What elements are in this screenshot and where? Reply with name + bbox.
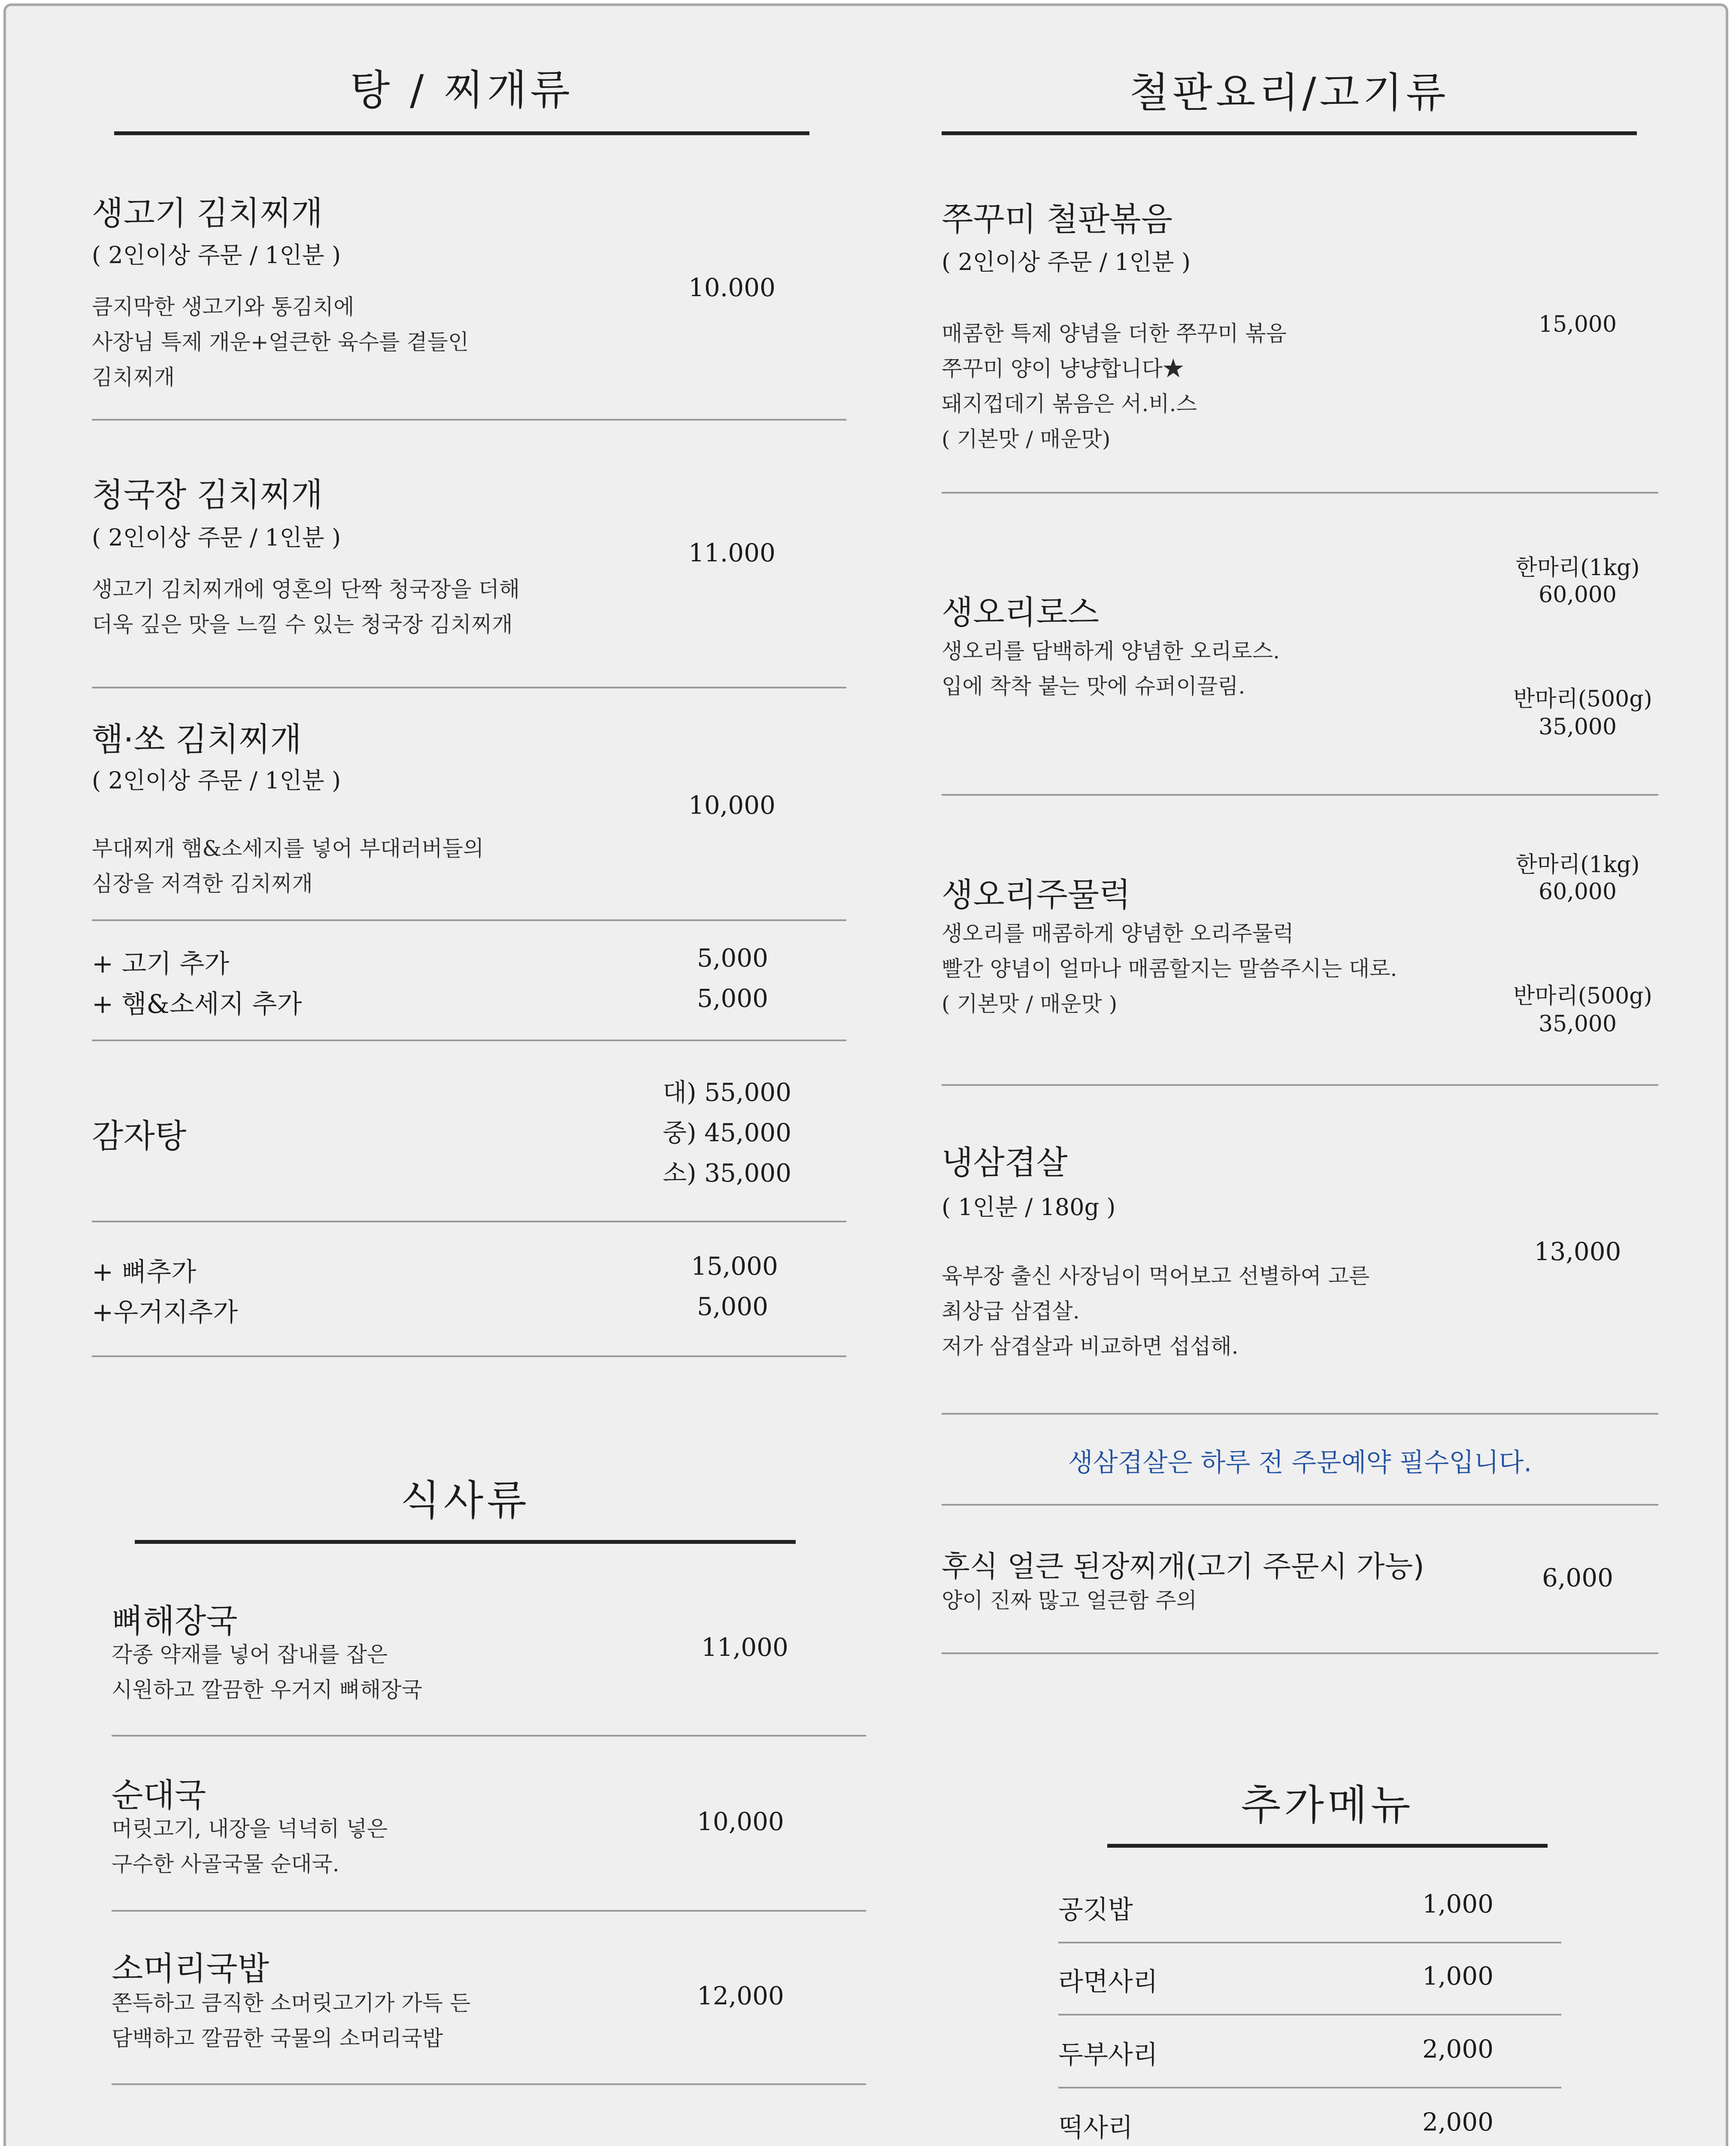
- menu-item-name: 청국장 김치찌개: [92, 476, 323, 514]
- section-underline: [1107, 1844, 1548, 1848]
- size-price: 35,000: [1539, 714, 1617, 740]
- menu-item-price: 10,000: [697, 1807, 784, 1836]
- menu-item-name: 생오리로스: [942, 593, 1100, 631]
- addon-label: +우거지추가: [92, 1297, 238, 1328]
- menu-item-sub: ( 2인이상 주문 / 1인분 ): [942, 249, 1191, 276]
- addon-price: 5,000: [697, 943, 769, 973]
- divider: [92, 419, 846, 421]
- menu-item-price: 15,000: [1539, 312, 1617, 337]
- menu-item-name: 생고기 김치찌개: [92, 194, 323, 232]
- divider: [112, 1735, 866, 1737]
- reservation-notice: 생삼겹살은 하루 전 주문예약 필수입니다.: [1068, 1448, 1532, 1478]
- divider: [942, 1084, 1658, 1086]
- menu-item-sub: ( 2인이상 주문 / 1인분 ): [92, 767, 341, 794]
- divider: [942, 1413, 1658, 1415]
- menu-item-desc: 각종 약재를 넣어 잡내를 잡은 시원하고 깔끔한 우거지 뼈해장국: [112, 1642, 422, 1702]
- divider: [92, 1040, 846, 1041]
- menu-item-desc: 쫀득하고 큼직한 소머릿고기가 가득 든 담백하고 깔끔한 국물의 소머리국밥: [112, 1991, 471, 2051]
- menu-item-price: 6,000: [1542, 1563, 1614, 1592]
- section-underline: [114, 131, 809, 135]
- extra-item-label: 두부사리: [1058, 2040, 1158, 2070]
- menu-item-sub: ( 2인이상 주문 / 1인분 ): [92, 242, 341, 269]
- gamjatang-size-large: 대) 55,000: [663, 1078, 792, 1107]
- size-label: 한마리(1kg): [1515, 852, 1640, 878]
- addon-price: 5,000: [697, 1292, 769, 1321]
- addon-price: 15,000: [691, 1252, 778, 1281]
- size-label: 반마리(500g): [1513, 686, 1652, 712]
- extra-item-label: 공깃밥: [1058, 1895, 1133, 1925]
- menu-item-name: 생오리주물럭: [942, 876, 1131, 914]
- menu-item-price: 11.000: [688, 538, 776, 567]
- section-underline: [135, 1540, 796, 1544]
- gamjatang-size-small: 소) 35,000: [663, 1158, 792, 1188]
- divider: [942, 794, 1658, 796]
- addon-label: + 뼈추가: [92, 1257, 197, 1287]
- menu-item-desc: 육부장 출신 사장님이 먹어보고 선별하여 고른 최상급 삼겹살. 저가 삼겹살과 비교하면 섭섭해.: [942, 1264, 1370, 1359]
- divider: [942, 1652, 1658, 1654]
- divider: [1058, 1942, 1561, 1943]
- menu-item-desc: 생오리를 담백하게 양념한 오리로스. 입에 착착 붙는 맛에 슈퍼이끌림.: [942, 639, 1280, 699]
- menu-item-price: 13,000: [1534, 1237, 1621, 1266]
- divider: [92, 687, 846, 688]
- menu-item-name: 순대국: [112, 1776, 206, 1814]
- menu-item-name: 후식 얼큰 된장찌개(고기 주문시 가능): [942, 1550, 1424, 1584]
- extra-item-price: 1,000: [1422, 1961, 1494, 1991]
- menu-item-desc: 생오리를 매콤하게 양념한 오리주물럭 빨간 양념이 얼마나 매콤할지는 말씀주시는 대로. ( 기본맛 / 매운맛 ): [942, 921, 1397, 1016]
- menu-item-desc: 매콤한 특제 양념을 더한 쭈꾸미 볶음 쭈꾸미 양이 냥냥합니다★ 돼지껍데기 볶음은 서.비.스 ( 기본맛 / 매운맛): [942, 321, 1287, 452]
- divider: [92, 919, 846, 921]
- extra-item-price: 2,000: [1422, 2107, 1494, 2137]
- menu-item-price: 10.000: [688, 273, 776, 302]
- extra-item-label: 떡사리: [1058, 2113, 1133, 2143]
- menu-item-price: 12,000: [697, 1981, 784, 2010]
- extra-item-price: 2,000: [1422, 2034, 1494, 2064]
- divider: [112, 2083, 866, 2085]
- extra-item-price: 1,000: [1422, 1889, 1494, 1919]
- size-price: 60,000: [1539, 879, 1617, 905]
- section-title-stew: 탕 / 찌개류: [350, 66, 574, 114]
- menu-item-desc: 생고기 김치찌개에 영혼의 단짝 청국장을 더해 더욱 깊은 맛을 느낄 수 있는 청국장 김치찌개: [92, 577, 520, 637]
- section-title-meal: 식사류: [400, 1476, 530, 1525]
- size-price: 60,000: [1539, 582, 1617, 608]
- menu-item-desc: 양이 진짜 많고 얼큰함 주의: [942, 1588, 1197, 1613]
- menu-item-name: 소머리국밥: [112, 1949, 270, 1988]
- divider: [942, 1504, 1658, 1506]
- addon-label: + 햄&소세지 추가: [92, 989, 302, 1019]
- divider: [112, 1910, 866, 1912]
- menu-item-name: 냉삼겹살: [942, 1143, 1068, 1182]
- menu-item-desc: 큼지막한 생고기와 통김치에 사장님 특제 개운+얼큰한 육수를 곁들인 김치찌개: [92, 294, 469, 390]
- menu-item-name: 뼈해장국: [112, 1602, 238, 1640]
- divider: [92, 1221, 846, 1222]
- divider: [942, 492, 1658, 494]
- size-price: 35,000: [1539, 1011, 1617, 1037]
- size-label: 반마리(500g): [1513, 983, 1652, 1009]
- divider: [92, 1355, 846, 1357]
- gamjatang-name: 감자탕: [92, 1117, 187, 1155]
- menu-item-desc: 머릿고기, 내장을 넉넉히 넣은 구수한 사골국물 순대국.: [112, 1816, 388, 1876]
- section-underline: [942, 131, 1637, 135]
- section-title-extra: 추가메뉴: [1241, 1781, 1414, 1829]
- divider: [1058, 2014, 1561, 2016]
- menu-board: [3, 3, 1728, 2146]
- menu-item-name: 쭈꾸미 철판볶음: [942, 200, 1173, 238]
- menu-item-desc: 부대찌개 햄&소세지를 넣어 부대러버들의 심장을 저격한 김치찌개: [92, 836, 484, 896]
- menu-item-name: 햄·쏘 김치찌개: [92, 720, 302, 758]
- menu-item-sub: ( 2인이상 주문 / 1인분 ): [92, 524, 341, 551]
- menu-item-sub: ( 1인분 / 180g ): [942, 1194, 1116, 1221]
- divider: [1058, 2087, 1561, 2088]
- addon-label: + 고기 추가: [92, 949, 230, 979]
- size-label: 한마리(1kg): [1515, 555, 1640, 581]
- section-title-grill: 철판요리/고기류: [1129, 69, 1449, 117]
- extra-item-label: 라면사리: [1058, 1967, 1158, 1997]
- gamjatang-size-medium: 중) 45,000: [663, 1118, 792, 1147]
- menu-item-price: 11,000: [701, 1633, 788, 1662]
- addon-price: 5,000: [697, 984, 769, 1013]
- menu-item-price: 10,000: [688, 791, 776, 820]
